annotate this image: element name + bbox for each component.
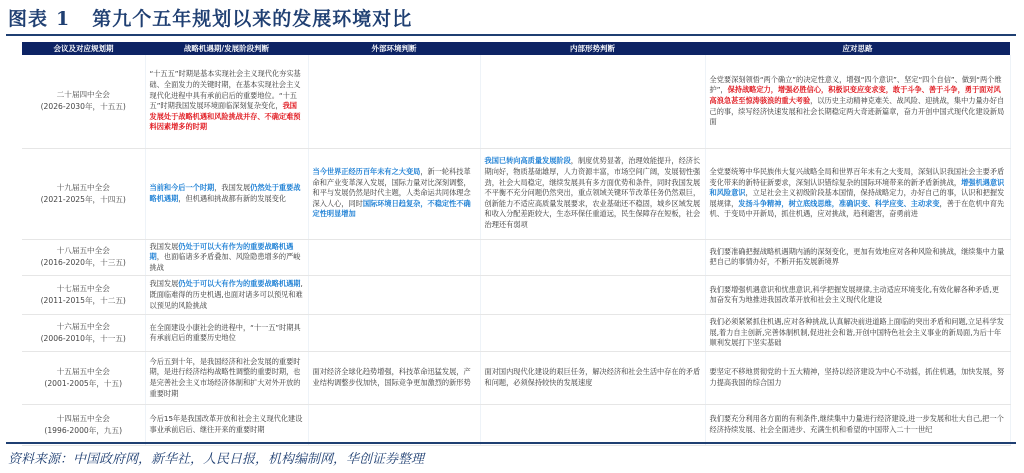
strategic-judgment-cell [145, 55, 308, 148]
meeting-cell [22, 276, 145, 315]
external-environment-cell [308, 239, 480, 276]
response-approach-cell [705, 405, 1010, 446]
external-environment-cell [308, 55, 480, 148]
table-row [22, 405, 1010, 446]
column-header: 内部形势判断 [480, 42, 705, 55]
cell-text: 今后五到十年，是我国经济和社会发展的重要时期，是进行经济结构战略性调整的重要时期，也是完善社会主义市场经济体制和扩大对外开放的重要时期 [149, 356, 301, 398]
blue-emphasis-text: 增强机遇意识和风险意识 [709, 177, 1005, 198]
source-divider [6, 442, 1016, 444]
strategic-judgment-cell [145, 148, 308, 239]
internal-situation-cell [480, 239, 705, 276]
cell-text: ，新一轮科技革命和产业变革深入发展，国际力量对比深刻调整，和平与发展仍然是时代主题，人类命运共同体理念深入人心，同时 [312, 167, 471, 208]
external-environment-cell [308, 315, 480, 352]
meeting-name: 十七届五中全会 [56, 284, 110, 294]
internal-situation-cell [480, 276, 705, 315]
response-approach-cell [705, 55, 1010, 148]
meeting-name: 十四届五中全会 [56, 414, 110, 424]
cell-text: ，以历史主动精神克难关、战风险、迎挑战，集中力量办好自己的事，续写经济快速发展和社会长期稳定两大奇迹新篇章，奋力开创中国式现代化建设新局面 [709, 95, 1005, 127]
meeting-cell [22, 315, 145, 352]
cell-text: 要坚定不移地贯彻党的十五大精神，坚持以经济建设为中心不动摇，抓住机遇，加快发展，努力提高我国的综合国力 [709, 367, 1005, 388]
response-approach-cell [705, 148, 1010, 239]
blue-emphasis-text: 我国已转向高质量发展阶段 [484, 156, 571, 166]
meeting-cell [22, 55, 145, 148]
meeting-cell [22, 352, 145, 405]
cell-text: ，我国发展 [214, 182, 251, 192]
figure-number: 1 [56, 8, 71, 30]
cell-text: 全党要深刻领悟“两个确立”的决定性意义，增强“四个意识”、坚定“四个自信”、做到“两个维护”， [709, 74, 1002, 95]
cell-text: 我们要增强机遇意识和忧患意识,科学把握发展规律,主动适应环境变化,有效化解各种矛盾,更加奋发有为地推进我国改革开放和社会主义现代化建设 [709, 284, 999, 305]
table-row [22, 276, 1010, 315]
blue-emphasis-text: 国际环境日趋复杂，不稳定性不确定性明显增加 [312, 198, 471, 219]
plan-period: (2006-2010年，十一五) [40, 334, 126, 344]
blue-emphasis-text: 仍处于可以大有作为的重要战略机遇期 [178, 279, 301, 289]
cell-text: 今后15年是我国改革开放和社会主义现代化建设事业承前启后、继往开来的重要时期 [149, 414, 303, 435]
cell-text: ，立足社会主义初级阶段基本国情，保持战略定力，办好自己的事，认识和把握发展规律， [709, 188, 1005, 208]
table-row [22, 315, 1010, 352]
external-environment-cell [308, 148, 480, 239]
cell-text: 面对国内现代化建设的艰巨任务，解决经济和社会生活中存在的矛盾和问题，必须保持较快的发展速度 [484, 367, 701, 388]
meeting-name: 十五届五中全会 [56, 367, 110, 377]
comparison-table [22, 42, 1011, 446]
cell-text: ，制度优势显著，治理效能提升，经济长期向好，物质基础雄厚，人力资源丰富，市场空间广阔，发展韧性强劲，社会大局稳定，继续发展具有多方面优势和条件，同时我国发展不平衡不充分问题仍然突出，重点领域关键环节改革任务仍然艰巨，创新能力不适应高质量发展要求，农业基础还不稳固，城乡区域发展和收入分配差距较大，生态环保任重道远，民生保障存在短板，社会治理还有弱项 [484, 156, 701, 229]
meeting-name: 十九届五中全会 [56, 182, 110, 192]
column-header: 外部环境判断 [308, 42, 480, 55]
cell-text: “十五五”时期是基本实现社会主义现代化夯实基础、全面发力的关键时期，在基本实现社会主义现代化进程中具有承前启后的重要地位。“十五五”时期我国发展环境面临深刻复杂变化， [149, 69, 301, 111]
response-approach-cell [705, 239, 1010, 276]
blue-emphasis-text: 发扬斗争精神，树立底线思维，准确识变、科学应变、主动求变 [738, 198, 940, 208]
cell-text: 在全面建设小康社会的进程中，“十一五”时期具有承前启后的重要历史地位 [149, 322, 301, 343]
red-emphasis-text: 我国发展处于战略机遇和风险挑战并存、不确定难预料因素增多的时期 [149, 101, 301, 132]
cell-text: ，善于在危机中育先机、于变局中开新局，抓住机遇，应对挑战，趋利避害，奋勇前进 [709, 198, 1005, 219]
strategic-judgment-cell [145, 276, 308, 315]
column-header: 战略机遇期/发展阶段判断 [145, 42, 308, 55]
cell-text: ，但机遇和挑战都有新的发展变化 [178, 193, 287, 203]
figure-title [8, 4, 412, 31]
internal-situation-cell [480, 55, 705, 148]
table-row [22, 239, 1010, 276]
cell-text: 我们必须紧紧抓住机遇,应对各种挑战,认真解决前进道路上面临的突出矛盾和问题,立足科学发展,着力自主创新,完善体制机制,促进社会和谐,开创中国特色社会主义事业的新局面,为后十年顺利发展打下坚实基础 [709, 317, 1004, 348]
blue-emphasis-text: 仍然处于重要战略机遇期 [149, 182, 301, 203]
strategic-judgment-cell [145, 239, 308, 276]
external-environment-cell [308, 352, 480, 405]
cell-text: 全党要统筹中华民族伟大复兴战略全局和世界百年未有之大变局，深刻认识我国社会主要矛盾变化带来的新特征新要求，深刻认识错综复杂的国际环境带来的新矛盾新挑战， [709, 167, 1005, 187]
red-emphasis-text: 保持战略定力，增强必胜信心，积极识变应变求变，敢于斗争、善于斗争，勇于面对风高浪急甚至惊涛骇浪的重大考验 [709, 85, 1001, 105]
strategic-judgment-cell [145, 405, 308, 446]
blue-emphasis-text: 当前和今后一个时期 [149, 182, 215, 192]
meeting-name: 十六届五中全会 [56, 322, 110, 332]
plan-period: (2026-2030年，十五五) [40, 102, 126, 112]
plan-period: (1996-2000年，九五) [44, 426, 123, 436]
internal-situation-cell [480, 352, 705, 405]
response-approach-cell [705, 352, 1010, 405]
plan-period: (2021-2025年，十四五) [40, 194, 126, 204]
blue-emphasis-text: 仍处于可以大有作为的重要战略机遇期 [149, 241, 294, 262]
meeting-cell [22, 148, 145, 239]
cell-text: 我国发展 [149, 279, 179, 289]
strategic-judgment-cell [145, 315, 308, 352]
figure-title-text: 第九个五年规划以来的发展环境对比 [92, 8, 413, 30]
column-header: 会议及对应规划期 [22, 42, 145, 55]
cell-text: ,既面临难得的历史机遇,也面对诸多可以预见和难以预见的风险挑战 [149, 279, 303, 310]
title-divider [6, 34, 1016, 36]
internal-situation-cell [480, 148, 705, 239]
figure-label: 图表 [8, 8, 49, 30]
meeting-cell [22, 239, 145, 276]
plan-period: (2016-2020年，十三五) [40, 258, 126, 268]
table-row [22, 55, 1010, 148]
plan-period: (2011-2015年，十二五) [40, 296, 126, 306]
cell-text: 我们要准确把握战略机遇期内涵的深刻变化，更加有效地应对各种风险和挑战，继续集中力量把自己的事情办好，不断开拓发展新境界 [709, 246, 1005, 267]
internal-situation-cell [480, 405, 705, 446]
response-approach-cell [705, 315, 1010, 352]
column-header: 应对思路 [705, 42, 1010, 55]
cell-text: ，也面临诸多矛盾叠加、风险隐患增多的严峻挑战 [149, 252, 301, 272]
blue-emphasis-text: 当今世界正经历百年未有之大变局 [312, 167, 421, 177]
table-header-row [22, 42, 1010, 55]
internal-situation-cell [480, 315, 705, 352]
strategic-judgment-cell [145, 352, 308, 405]
external-environment-cell [308, 405, 480, 446]
meeting-cell [22, 405, 145, 446]
source-note: 资料来源：中国政府网，新华社，人民日报，机构编制网，华创证券整理 [8, 452, 425, 467]
cell-text: 我国发展 [149, 241, 179, 251]
plan-period: (2001-2005年，十五) [44, 379, 123, 389]
table-row [22, 352, 1010, 405]
response-approach-cell [705, 276, 1010, 315]
external-environment-cell [308, 276, 480, 315]
cell-text: 面对经济全球化趋势增强，科技革命迅猛发展，产业结构调整步伐加快，国际竞争更加激烈的新形势 [312, 367, 471, 388]
meeting-name: 十八届五中全会 [56, 246, 110, 256]
table-row [22, 148, 1010, 239]
cell-text: 我们要充分利用各方面的有利条件,继续集中力量进行经济建设,进一步发展和壮大自己,把一个经济持续发展、社会全面进步、充满生机和希望的中国带入二十一世纪 [709, 414, 1004, 435]
meeting-name: 二十届四中全会 [56, 90, 110, 100]
